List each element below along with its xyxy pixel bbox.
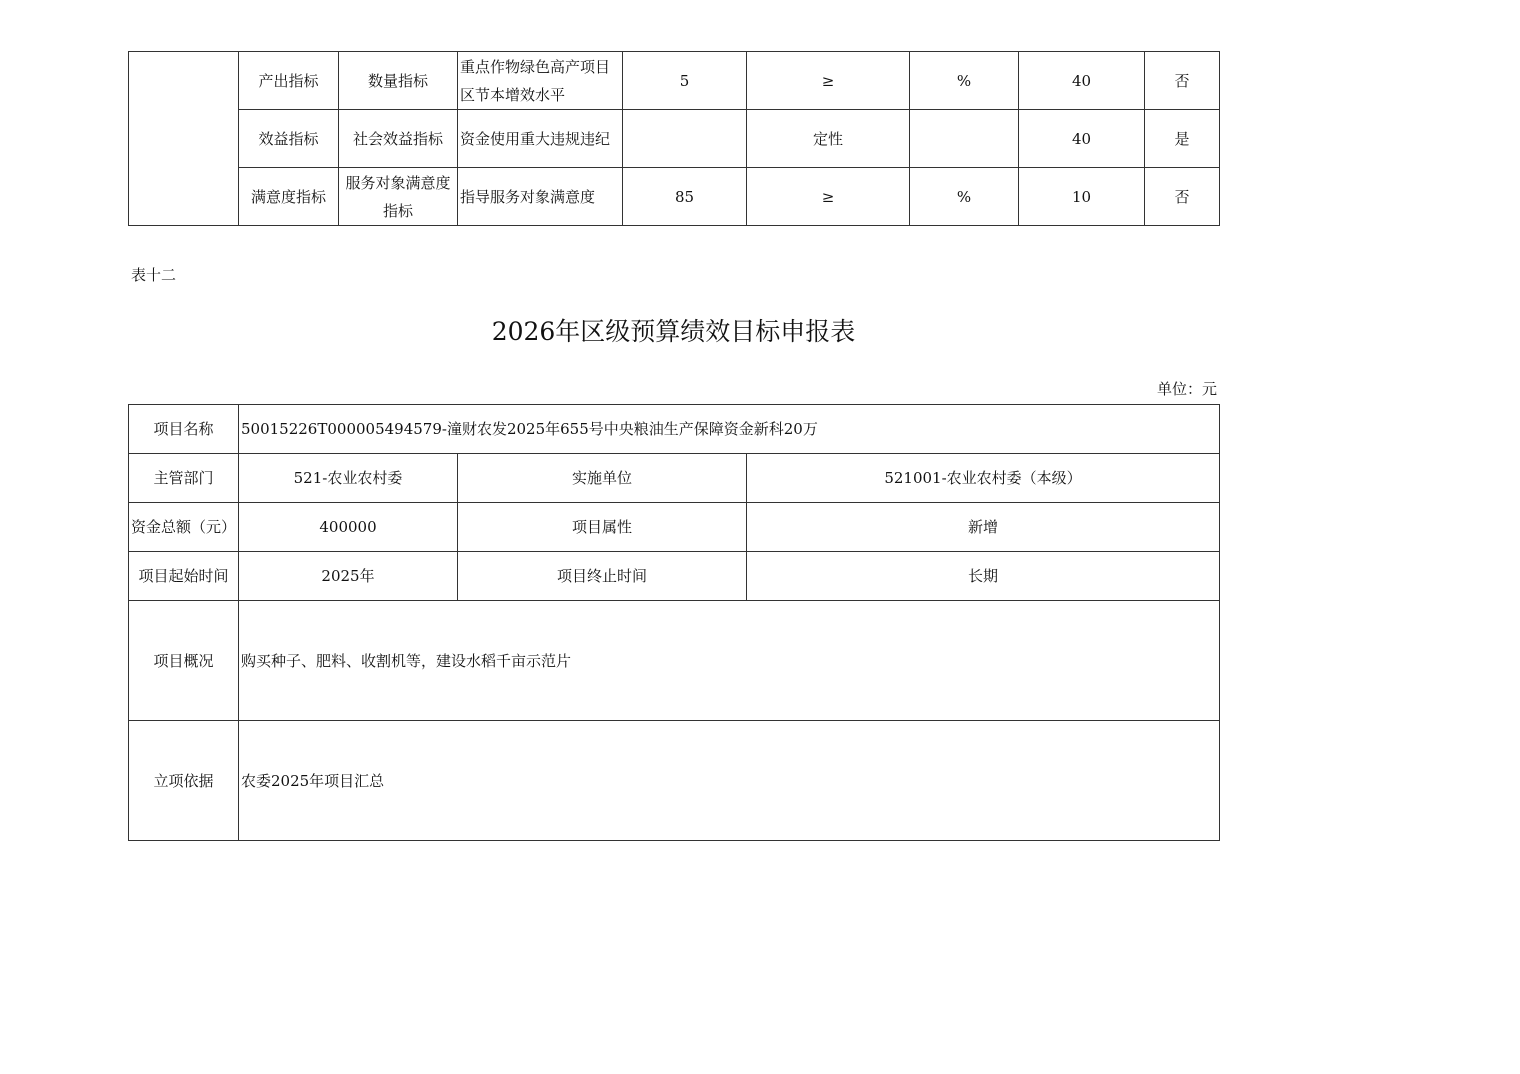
indicator-value [623,110,747,168]
table-row [129,552,1220,601]
table-number-label: 表十二 [131,266,177,284]
project-attr-value: 新增 [747,503,1220,552]
indicator-operator: ≥ [747,168,910,226]
project-attr-label: 项目属性 [458,503,747,552]
indicator-operator: ≥ [747,52,910,110]
table-row [129,168,1220,226]
project-info-table [128,404,1220,841]
dept-label: 主管部门 [129,454,239,503]
level3-indicator: 资金使用重大违规违纪 [458,110,623,168]
basis-label: 立项依据 [129,721,239,841]
indicator-operator: 定性 [747,110,910,168]
level3-indicator: 指导服务对象满意度 [458,168,623,226]
level2-indicator: 社会效益指标 [339,110,458,168]
indicator-table [128,51,1220,226]
indicator-unit [910,110,1019,168]
page-title: 2026年区级预算绩效目标申报表 [491,317,856,346]
indicator-core: 否 [1145,168,1220,226]
end-time-label: 项目终止时间 [458,552,747,601]
indicator-core: 否 [1145,52,1220,110]
funds-label: 资金总额（元） [129,503,239,552]
table-row [129,454,1220,503]
dept-value: 521-农业农村委 [239,454,458,503]
indicator-value: 85 [623,168,747,226]
unit-label: 单位：元 [1156,380,1217,398]
indicator-core: 是 [1145,110,1220,168]
project-name-label: 项目名称 [129,405,239,454]
indicator-weight: 10 [1019,168,1145,226]
level2-indicator: 服务对象满意度指标 [339,168,458,226]
level1-indicator: 满意度指标 [239,168,339,226]
indicator-weight: 40 [1019,52,1145,110]
level1-indicator: 产出指标 [239,52,339,110]
table-row [129,405,1220,454]
start-time-label: 项目起始时间 [129,552,239,601]
indicator-unit: % [910,168,1019,226]
overview-label: 项目概况 [129,601,239,721]
table-row [129,503,1220,552]
level1-indicator: 效益指标 [239,110,339,168]
table-row [129,110,1220,168]
indicator-weight: 40 [1019,110,1145,168]
end-time-value: 长期 [747,552,1220,601]
indicator-unit: % [910,52,1019,110]
basis-value: 农委2025年项目汇总 [239,721,1220,841]
overview-value: 购买种子、肥料、收割机等，建设水稻千亩示范片 [239,601,1220,721]
table-row [129,721,1220,841]
level2-indicator: 数量指标 [339,52,458,110]
start-time-value: 2025年 [239,552,458,601]
impl-unit-label: 实施单位 [458,454,747,503]
table-row [129,52,1220,110]
funds-value: 400000 [239,503,458,552]
blank-cell [129,52,239,226]
level3-indicator: 重点作物绿色高产项目区节本增效水平 [458,52,623,110]
indicator-value: 5 [623,52,747,110]
table-row [129,601,1220,721]
impl-unit-value: 521001-农业农村委（本级） [747,454,1220,503]
project-name-value: 50015226T000005494579-潼财农发2025年655号中央粮油生产保障资金新科20万 [239,405,1220,454]
